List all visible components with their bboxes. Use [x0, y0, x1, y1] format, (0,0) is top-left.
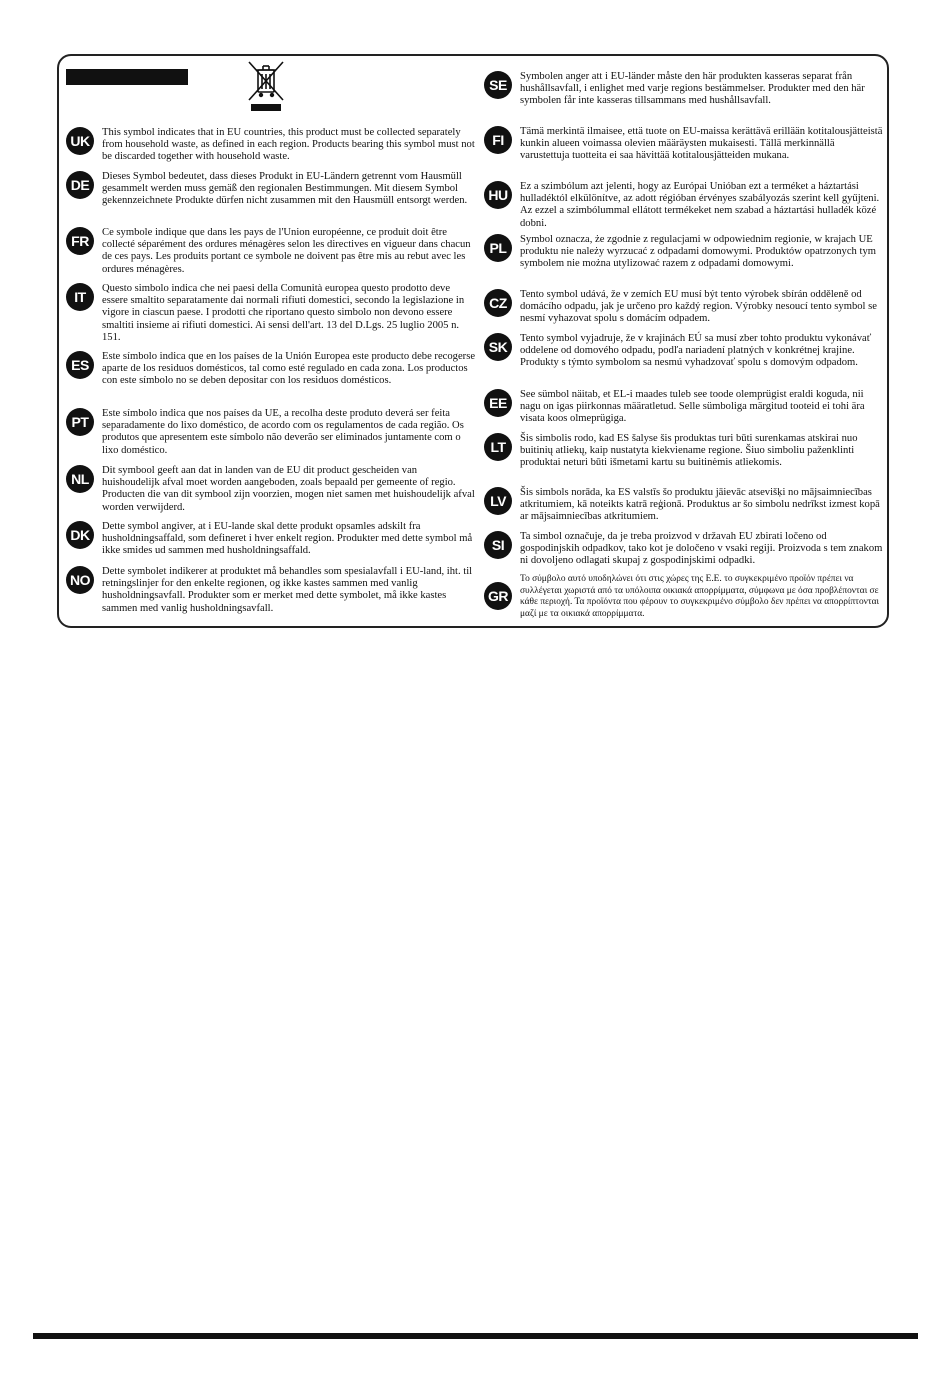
notice-text-lt: Šis simbolis rodo, kad ES šalyse šis produktas turi būti surenkamas atskirai nuo buitinių atliekų, kaip nustatyta kiekviename regione. Šiuo simboliu paženklinti produktai neturi būti išmetami kartu su buitinėmis atliekomis. — [520, 433, 858, 469]
notice-text-pt: Este símbolo indica que nos países da UE, a recolha deste produto deverá ser feita separadamente do lixo doméstico, de acordo com os regulamentos de cada região. Os produtos que apresentem este símbolo não deverão ser eliminados juntamente com o lixo doméstico. — [102, 408, 464, 456]
notice-text-lv: Šis simbols norāda, ka ES valstīs šo produktu jāievāc atsevišķi no mājsaimniecības atkritumiem, kā noteikts katrā reģionā. Produktus ar šo simbolu nedrīkst izmest kopā ar mājsaimniecības atkritumiem. — [520, 487, 880, 523]
notice-text-nl: Dit symbool geeft aan dat in landen van de EU dit product gescheiden van huishoudelijk afval moet worden aangeboden, zoals bepaald per gemeente of regio. Producten die van dit symbool zijn voorzien, mogen niet samen met huishoudelijk afval worden verwijderd. — [102, 465, 475, 513]
language-badge-pl: PL — [484, 234, 512, 262]
notice-text-si: Ta simbol označuje, da je treba proizvod v državah EU zbirati ločeno od gospodinjskih odpadkov, tako kot je določeno v vsaki regiji. Proizvoda s tem znakom ni dovoljeno odlagati skupaj z gospodinjskimi odpadki. — [520, 531, 883, 567]
language-badge-it: IT — [66, 283, 94, 311]
notice-text-gr: Το σύμβολο αυτό υποδηλώνει ότι στις χώρες της Ε.Ε. το συγκεκριμένο προϊόν πρέπει να συλλέγεται χωριστά από τα υπόλοιπα οικιακά απορρίμματα, σύμφωνα με όσα προβλέπονται σε κάθε περιοχή. Τα προϊόντα που φέρουν το συγκεκριμένο σύμβολο δεν πρέπει να απορρίπτονται μαζί με τα οικιακά απορρίμματα. — [520, 574, 880, 619]
language-badge-se: SE — [484, 71, 512, 99]
language-badge-sk: SK — [484, 333, 512, 361]
notice-text-de: Dieses Symbol bedeutet, dass dieses Produkt in EU-Ländern getrennt vom Hausmüll gesammelt werden muss gemäß den regionalen Bestimmungen. Mit diesem Symbol gekennzeichnete Produkte dürfen nicht zusammen mit den Hausmüll entsorgt werden. — [102, 171, 468, 207]
notice-text-it: Questo simbolo indica che nei paesi della Comunità europea questo prodotto deve essere smaltito separatamente dai normali rifiuti domestici, secondo la legislazione in vigore in ciascun paese. I prodotti che riportano questo simbolo non devono essere smaltiti insieme ai rifiuti domestici. Ai sensi dell'art. 13 del D.Lgs. 25 luglio 2005 n. 151. — [102, 283, 465, 343]
language-badge-gr: GR — [484, 582, 512, 610]
language-badge-es: ES — [66, 351, 94, 379]
notice-text-se: Symbolen anger att i EU-länder måste den här produkten kasseras separat från hushållsavfall, i enlighet med varje regions bestämmelser. Produkter med den här symbolen får inte kasseras tillsammans med hushållsavfall. — [520, 71, 865, 107]
language-badge-de: DE — [66, 171, 94, 199]
notice-text-fi: Tämä merkintä ilmaisee, että tuote on EU-maissa kerättävä erillään kotitalousjätteistä kunkin alueen voimassa olevien määräysten mukaisesti. Tällä merkinnällä varustettuja tuotteita ei saa hävittää kotitalousjätteiden mukana. — [520, 126, 883, 162]
notice-text-cz: Tento symbol udává, že v zemích EU musí být tento výrobek sbírán odděleně od domácího odpadu, jak je určeno pro každý region. Výrobky nesoucí tento symbol se nesmí vyhazovat spolu s domácím odpadem. — [520, 289, 877, 325]
language-badge-lt: LT — [484, 433, 512, 461]
notice-text-dk: Dette symbol angiver, at i EU-lande skal dette produkt opsamles adskilt fra husholdningsaffald, som defineret i hver enkelt region. Produkter med dette symbol må ikke smides ud sammen med husholdningsaffald. — [102, 521, 473, 557]
notice-text-es: Este símbolo indica que en los países de la Unión Europea este producto debe recogerse aparte de los residuos domésticos, tal como esté regulado en cada zona. Los productos con este símbolo no se deben depositar con los residuos domésticos. — [102, 351, 476, 387]
crossed-out-wheelie-bin-icon — [247, 60, 285, 112]
notice-text-ee: See sümbol näitab, et EL-i maades tuleb see toode olemprügist eraldi koguda, nii nagu on igas piirkonnas määratletud. Selle sümboliga märgitud tooteid ei tohi ära visata koos olmeprügiga. — [520, 389, 865, 425]
language-badge-ee: EE — [484, 389, 512, 417]
language-badge-dk: DK — [66, 521, 94, 549]
header-black-bar — [66, 69, 188, 85]
language-badge-fi: FI — [484, 126, 512, 154]
language-badge-si: SI — [484, 531, 512, 559]
notice-text-hu: Ez a szimbólum azt jelenti, hogy az Európai Unióban ezt a terméket a háztartási hulladéktól elkülönítve, az adott régióban érvényes szabályozás szerint kell gyűjteni. Az ezzel a szimbólummal ellátott termékeket nem szabad a háztartási hulladék közé dobni. — [520, 181, 880, 229]
notice-text-pl: Symbol oznacza, że zgodnie z regulacjami w odpowiednim regionie, w krajach UE produktu nie należy wyrzucać z odpadami domowymi. Produktów opatrzonych tym symbolem nie można utylizować razem z odpadami domowymi. — [520, 234, 876, 270]
language-badge-uk: UK — [66, 127, 94, 155]
language-badge-hu: HU — [484, 181, 512, 209]
notice-text-uk: This symbol indicates that in EU countries, this product must be collected separately from household waste, as defined in each region. Products bearing this symbol must not be discarded together with household waste. — [102, 127, 475, 163]
language-badge-pt: PT — [66, 408, 94, 436]
notice-text-sk: Tento symbol vyjadruje, že v krajinách EÚ sa musí zber tohto produktu vykonávať oddelene od domového odpadu, podľa nariadení platných v konkrétnej krajine. Produkty s týmto symbolom sa nesmú vyhadzovať spolu s domovým odpadom. — [520, 333, 872, 369]
language-badge-cz: CZ — [484, 289, 512, 317]
language-badge-no: NO — [66, 566, 94, 594]
language-badge-lv: LV — [484, 487, 512, 515]
language-badge-nl: NL — [66, 465, 94, 493]
language-badge-fr: FR — [66, 227, 94, 255]
notice-text-fr: Ce symbole indique que dans les pays de l'Union européenne, ce produit doit être collecté séparément des ordures ménagères selon les directives en vigueur dans chacun de ces pays. Les produits portant ce symbole ne doivent pas être mis au rebut avec les ordures ménagères. — [102, 227, 471, 275]
notice-text-no: Dette symbolet indikerer at produktet må behandles som spesialavfall i EU-land, iht. til retningslinjer for den enkelte regionen, og ikke kastes sammen med vanlig husholdningsavfall. Produkter som er merket med dette symbolet, må ikke kastes sammen med vanlig husholdningsavfall. — [102, 566, 473, 614]
footer-rule — [33, 1333, 918, 1339]
